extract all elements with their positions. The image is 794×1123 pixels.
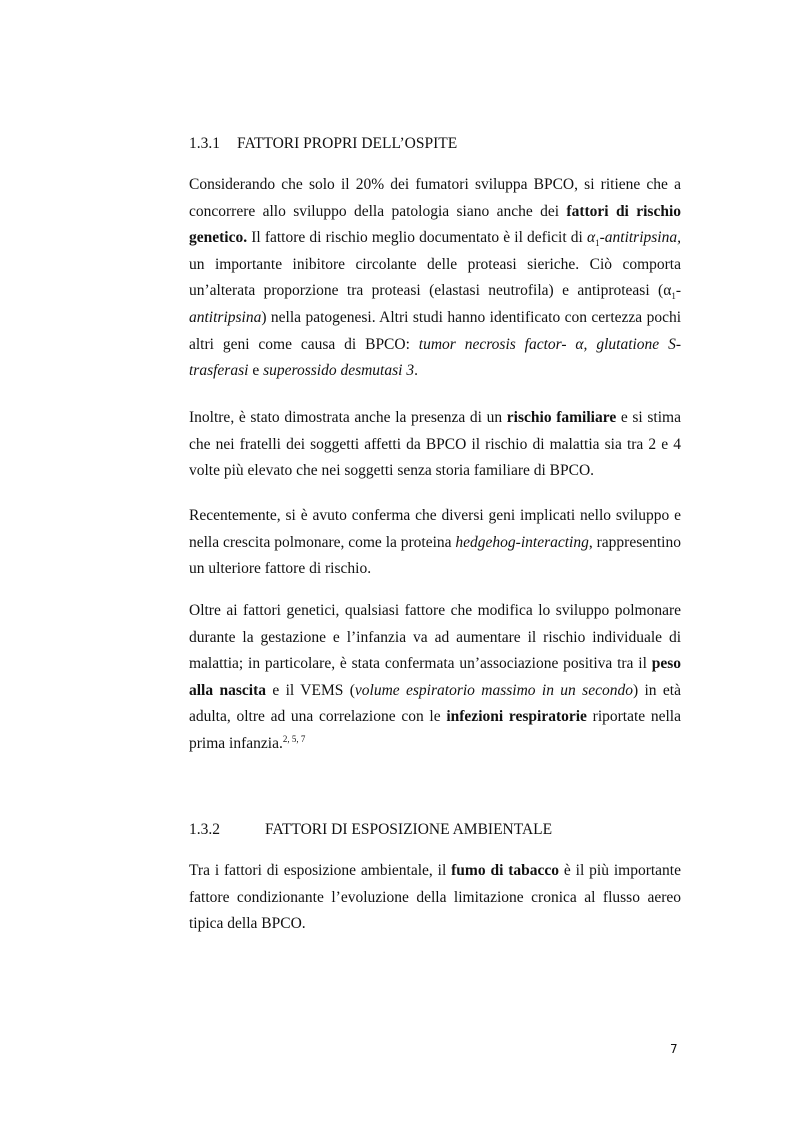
text-run: -	[599, 229, 605, 247]
paragraph-genetic-risk	[189, 172, 681, 385]
paragraph-development-factors	[189, 598, 681, 758]
page-number: 7	[670, 1042, 678, 1056]
text-run: e	[248, 362, 264, 380]
text-run: Il fattore di rischio meglio documentato è il deficit di	[247, 229, 587, 247]
paragraph-environmental	[189, 858, 681, 938]
bold-term: fumo di tabacco	[451, 862, 560, 879]
section-number: 1.3.1	[189, 135, 220, 152]
text-run: e il VEMS (	[265, 681, 355, 699]
italic-term: superossido desmutasi 3	[263, 362, 415, 380]
text-run: riportate nella prima infanzia.	[189, 708, 681, 752]
section-title: FATTORI PROPRI DELL’OSPITE	[237, 135, 458, 152]
text-run: Inoltre, è stato dimostrata anche la presenza di un	[189, 409, 507, 426]
bold-term: rischio familiare	[506, 409, 617, 426]
subscript: 1	[595, 238, 600, 249]
text-run: è il più importante fattore condizionante l’evoluzione della limitazione cronica al flusso aereo tipica della BPCO.	[189, 862, 681, 933]
paragraph-genes	[189, 503, 681, 583]
text-run: ) nella patogenesi. Altri studi hanno identificato con certezza pochi altri geni come causa di BPCO:	[189, 308, 681, 353]
section-number: 1.3.2	[189, 821, 220, 838]
citation-references: 2, 5, 7	[282, 733, 306, 744]
paragraph-familial-risk	[189, 405, 681, 485]
text-run: , rappresentino un ulteriore fattore di rischio.	[189, 533, 681, 578]
text-run: un importante inibitore circolante delle proteasi sieriche. Ciò comporta un’alterata proporzione tra proteasi (elastasi neutrofila) e antiproteasi (	[189, 255, 681, 300]
bold-term: fattori di rischio genetico.	[189, 202, 682, 247]
italic-term: glutatione S-trasferasi	[189, 335, 681, 380]
italic-term: antitripsina,	[604, 229, 681, 247]
greek-alpha: α	[586, 229, 596, 247]
italic-term: hedgehog-interacting	[455, 533, 589, 551]
subscript: 1	[671, 291, 676, 302]
text-run	[587, 336, 596, 353]
section-heading-1-3-1	[189, 135, 457, 153]
bold-term: peso alla nascita	[189, 655, 681, 699]
text-run: ) in età adulta, oltre ad una correlazione con le	[189, 681, 681, 726]
text-run: Tra i fattori di esposizione ambientale, il	[189, 862, 452, 879]
italic-term: -antitripsina	[189, 282, 681, 326]
text-run: Recentemente, si è avuto conferma che diversi geni implicati nello sviluppo e nella crescita polmonare, come la proteina	[189, 507, 681, 551]
text-run: .	[414, 362, 418, 380]
bold-term: infezioni respiratorie	[446, 708, 587, 726]
italic-term: volume espiratorio massimo in un secondo	[354, 681, 633, 699]
text-run: e si stima che nei fratelli dei soggetti affetti da BPCO il rischio di malattia sia tra 2 e 4 volte più elevato che nei soggetti senza storia familiare di BPCO.	[189, 409, 681, 480]
text-run: Considerando che solo il 20% dei fumatori sviluppa BPCO, si ritiene che a concorrere allo sviluppo della patologia siano anche dei	[189, 176, 681, 220]
greek-alpha: α	[663, 282, 672, 300]
section-heading-1-3-2	[189, 821, 552, 839]
italic-term: tumor necrosis factor- α,	[418, 335, 588, 353]
section-title: FATTORI DI ESPOSIZIONE AMBIENTALE	[265, 821, 553, 838]
text-run: Oltre ai fattori genetici, qualsiasi fattore che modifica lo sviluppo polmonare durante la gestazione e l’infanzia va ad aumentare il rischio individuale di malattia; in particolare, è stata confermata un’associazione positiva tra il	[189, 602, 681, 673]
